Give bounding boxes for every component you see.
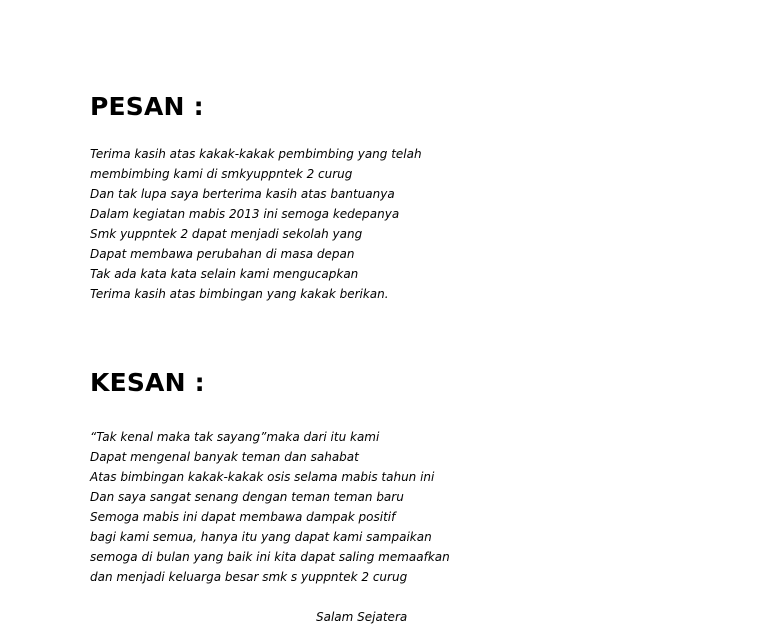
pesan-line: Dalam kegiatan mabis 2013 ini semoga kedepanya [90,207,400,221]
pesan-line: Dan tak lupa saya berterima kasih atas bantuanya [90,187,395,201]
pesan-line: Terima kasih atas bimbingan yang kakak berikan. [90,287,389,301]
kesan-line: Semoga mabis ini dapat membawa dampak positif [90,510,396,524]
closing-salutation: Salam Sejatera [316,610,408,624]
pesan-line: Smk yuppntek 2 dapat menjadi sekolah yang [90,227,363,241]
kesan-line: bagi kami semua, hanya itu yang dapat kami sampaikan [90,530,432,544]
pesan-line: Tak ada kata kata selain kami mengucapkan [90,267,359,281]
kesan-line: Atas bimbingan kakak-kakak osis selama mabis tahun ini [90,470,435,484]
kesan-line: semoga di bulan yang baik ini kita dapat saling memaafkan [90,550,450,564]
pesan-line: Dapat membawa perubahan di masa depan [90,247,355,261]
kesan-line: Dapat mengenal banyak teman dan sahabat [90,450,359,464]
pesan-heading: PESAN : [90,92,204,121]
pesan-line: Terima kasih atas kakak-kakak pembimbing yang telah [90,147,422,161]
kesan-line: Dan saya sangat senang dengan teman teman baru [90,490,404,504]
pesan-line: membimbing kami di smkyuppntek 2 curug [90,167,353,181]
pesan-paragraph [90,144,422,304]
kesan-line: “Tak kenal maka tak sayang”maka dari itu kami [90,430,380,444]
kesan-heading: KESAN : [90,368,205,397]
kesan-line: dan menjadi keluarga besar smk s yuppntek 2 curug [90,570,408,584]
kesan-paragraph [90,427,450,587]
